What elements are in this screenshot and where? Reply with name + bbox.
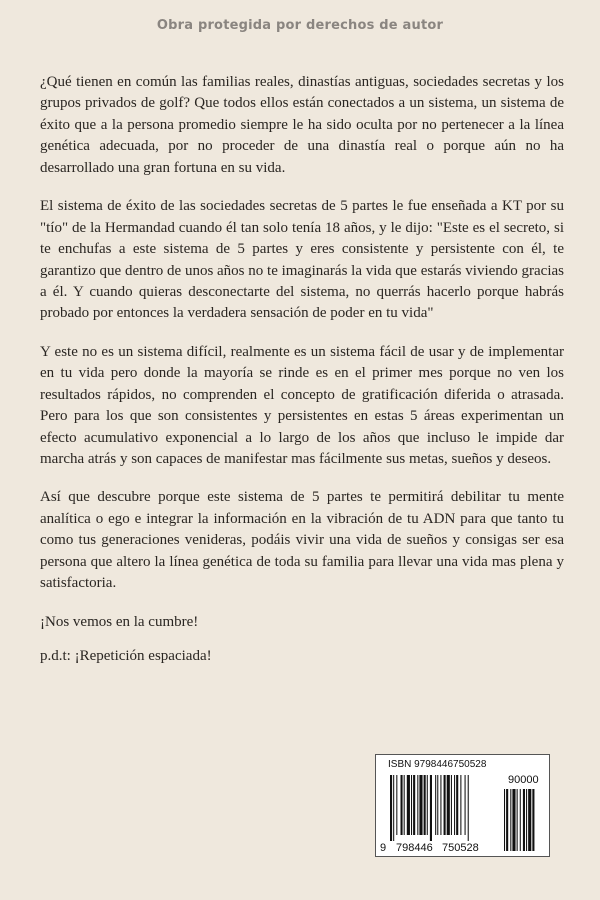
barcode-bar <box>430 775 432 841</box>
barcode-price-code: 90000 <box>508 774 539 786</box>
barcode-bar <box>435 775 436 835</box>
price-addon-bars <box>504 789 534 851</box>
paragraph-discover: Así que descubre porque este sistema de 5 partes te permitirá debilitar tu mente analítica o ego e integrar la información en la vibración de tu ADN para que tanto tu como tus generaciones venideras, podáis vivir una vida de sueños y consigas ser esa persona que altero la línea genética de toda su familia para llevar una vida mas plena y satisfactoria. <box>40 489 564 592</box>
barcode-bar <box>413 775 415 835</box>
barcode-bar <box>447 775 450 835</box>
addon-bar <box>528 789 531 851</box>
barcode-bar <box>390 775 392 841</box>
barcode-bar <box>460 775 461 835</box>
barcode-bar <box>427 775 428 835</box>
barcode-bar <box>393 775 394 841</box>
barcode-bar <box>404 775 405 835</box>
barcode-bar <box>417 775 418 835</box>
addon-bar <box>510 789 511 851</box>
barcode-digits-group1: 798446 <box>396 842 433 854</box>
isbn-barcode <box>375 754 550 857</box>
addon-bar <box>506 789 508 851</box>
barcode-bar <box>424 775 426 835</box>
barcode-bar <box>407 775 410 835</box>
barcode-bar <box>444 775 446 835</box>
barcode-bar <box>451 775 452 835</box>
addon-bar <box>526 789 527 851</box>
paragraph-farewell: ¡Nos vemos en la cumbre! <box>40 613 199 630</box>
barcode-bar <box>454 775 455 835</box>
barcode-bar <box>419 775 422 835</box>
addon-bar <box>532 789 534 851</box>
addon-bar <box>504 789 505 851</box>
barcode-bar <box>468 775 469 841</box>
barcode-bar <box>396 775 397 835</box>
addon-bar <box>517 789 518 851</box>
paragraph-difficulty: Y este no es un sistema difícil, realmente es un sistema fácil de usar y de implementar en tu vida pero donde la mayoría se rinde es en el primer mes porque no ven los resultados rápidos, no comprenden el concepto de gratificación diferida o atrasada. Pero para los que son consistentes y persistentes en estas 5 áreas experimentan un efecto acumulativo exponencial a lo largo de los años que incluso le impide dar marcha atrás y son capaces de manifestar mas fácilmente sus metas, sueños y deseos. <box>40 343 564 467</box>
back-cover-text <box>40 72 564 681</box>
barcode-bar <box>437 775 438 835</box>
paragraph-intro: ¿Qué tienen en común las familias reales, dinastías antiguas, sociedades secretas y los grupos privados de golf? Que todos ellos están conectados a un sistema, un sistema de éxito que a la persona promedio siempre le ha sido oculta por no pertenecer a la línea genética adecuada, por no proceder de una dinastía real o porque aún no ha desarrollado una gran fortuna en su vida. <box>40 74 564 176</box>
barcode-bar <box>456 775 458 835</box>
paragraph-postscript: p.d.t: ¡Repetición espaciada! <box>40 648 212 665</box>
addon-bar <box>512 789 515 851</box>
copyright-watermark-top: Obra protegida por derechos de autor <box>156 18 444 33</box>
barcode-digits-group2: 750528 <box>442 842 479 854</box>
barcode-graphic <box>376 755 549 856</box>
isbn-label: ISBN 9798446750528 <box>388 759 487 770</box>
paragraph-system: El sistema de éxito de las sociedades secretas de 5 partes le fue enseñada a KT por su "tío" de la Hermandad cuando él tan solo tenía 18 años, y le dijo: "Este es el secreto, si te enchufas a este sistema de 5 partes y eres consistente y persistente con él, te garantizo que dentro de unos años no te imaginarás la vida que estarás viviendo gracias a él. Y cuando quieras desconectarte del sistema, no querrás hacerlo porque habrás probado por entonces la verdadera sensación de poder en tu vida" <box>40 198 564 322</box>
barcode-bar <box>411 775 412 835</box>
barcode-bar <box>401 775 403 835</box>
addon-bar <box>523 789 525 851</box>
addon-bar <box>520 789 521 851</box>
barcode-bar <box>465 775 466 835</box>
barcode-bar <box>440 775 441 835</box>
barcode-digit-prefix: 9 <box>380 842 387 854</box>
ean13-bars <box>390 775 469 841</box>
